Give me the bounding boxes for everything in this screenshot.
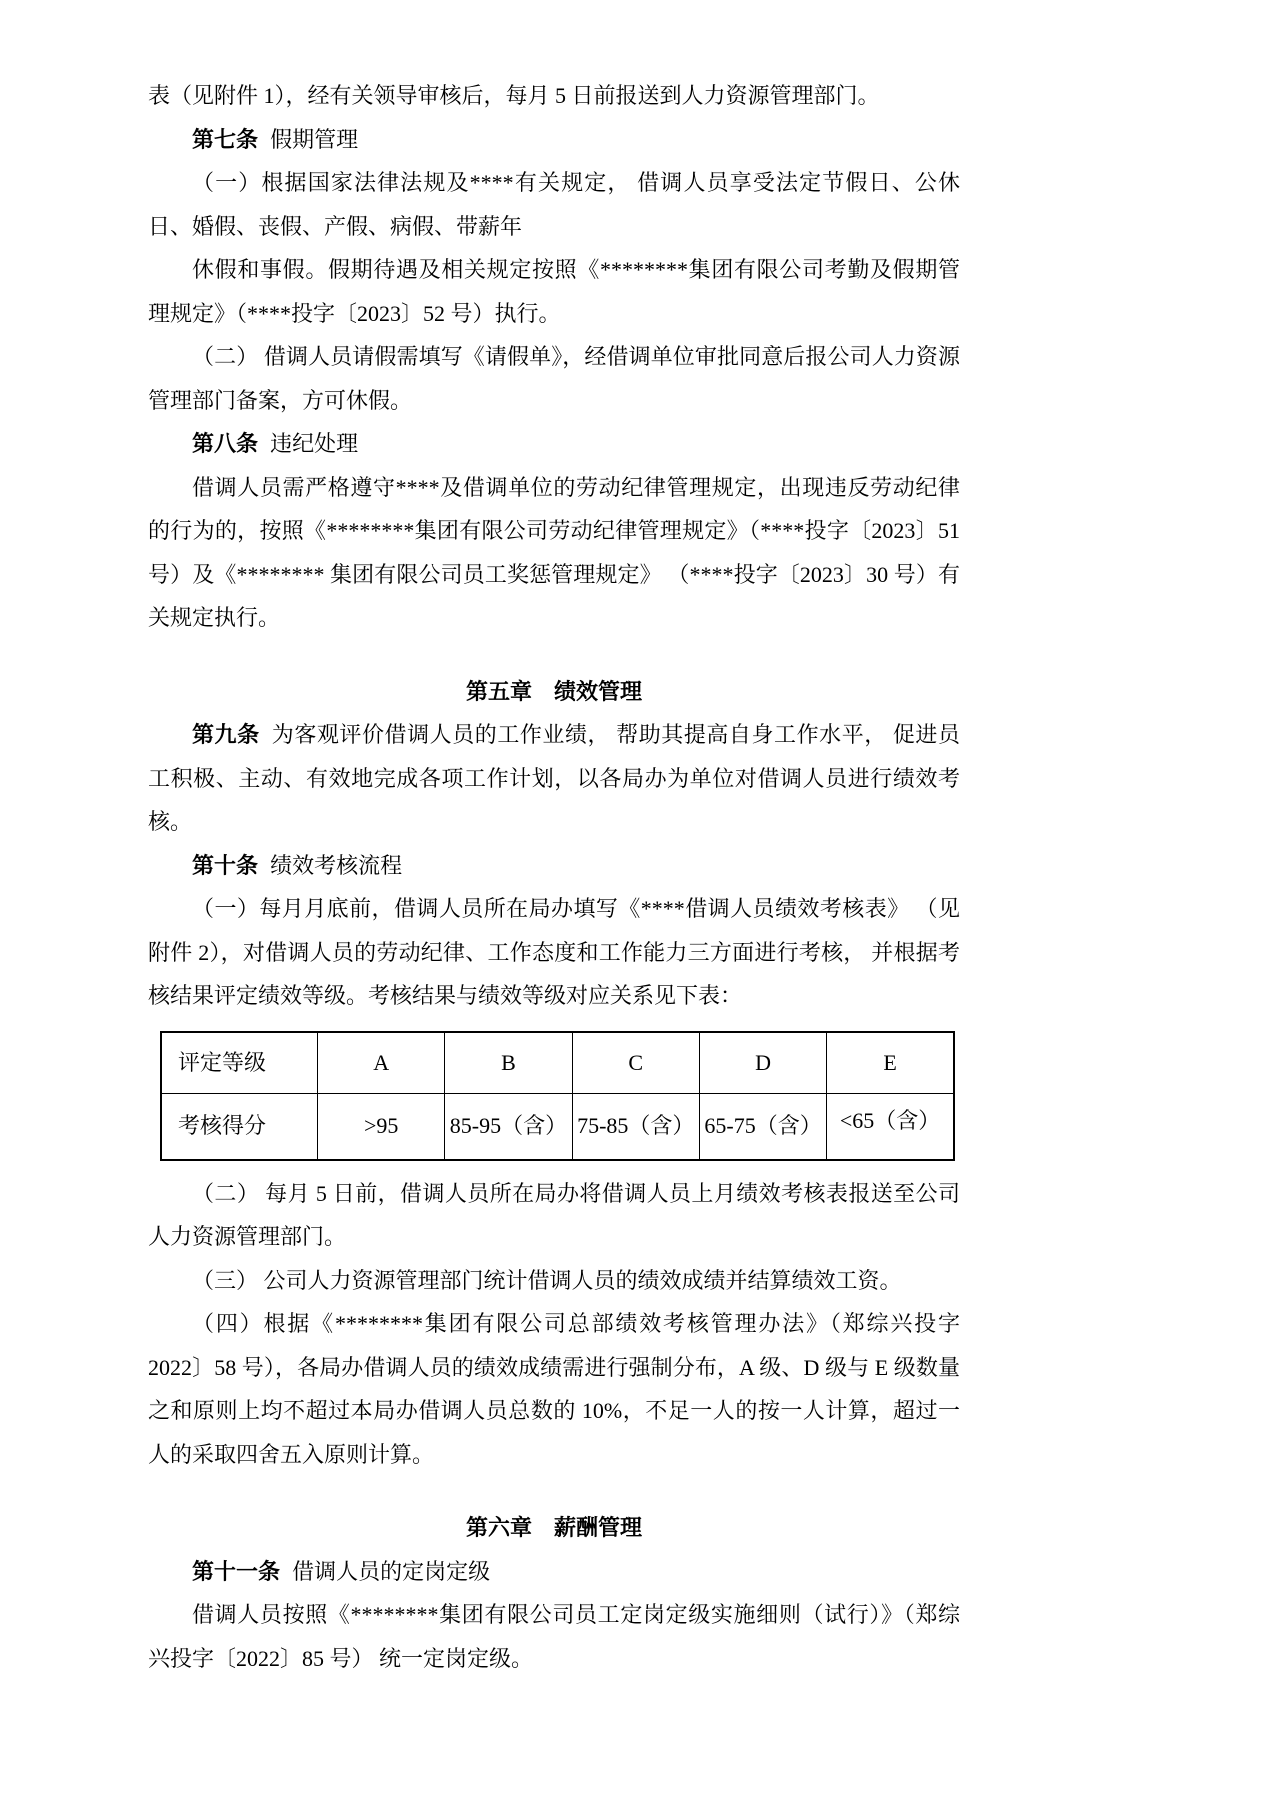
table-cell-grade-d: D — [699, 1032, 826, 1094]
article-8-heading — [148, 422, 960, 466]
article-10-label: 第十条 — [192, 852, 259, 878]
grade-table-row-levels — [161, 1032, 954, 1094]
table-cell-score-b: 85-95（含） — [445, 1093, 572, 1160]
chapter-6-heading: 第六章 薪酬管理 — [465, 1515, 642, 1540]
article-9-paragraph — [148, 713, 960, 844]
article-11-title: 借调人员的定岗定级 — [292, 1558, 491, 1584]
table-cell-score-a: >95 — [318, 1093, 445, 1160]
grade-table-row-scores — [161, 1093, 954, 1160]
article-10-paragraph-4: （四）根据《********集团有限公司总部绩效考核管理办法》（郑综兴投字 2022〕58 号），各局办借调人员的绩效成绩需进行强制分布，A 级、D 级与 E 级数量之和原则上均不超过本局办借调人员总数的 10%，不足一人的按一人计算，超过一人的采取四舍五入原则计算。 — [148, 1311, 960, 1467]
table-cell-grade-a: A — [318, 1032, 445, 1094]
article-7-paragraph-1: （一）根据国家法律法规及****有关规定， 借调人员享受法定节假日、公休日、婚假、丧假、产假、病假、带薪年 — [148, 170, 960, 239]
article-7-paragraph-3: （二） 借调人员请假需填写《请假单》，经借调单位审批同意后报公司人力资源管理部门备案，方可休假。 — [148, 344, 960, 413]
table-cell-score-c: 75-85（含） — [572, 1093, 699, 1160]
article-11-heading — [148, 1550, 960, 1594]
article-10-heading — [148, 844, 960, 888]
article-7-paragraph-2: 休假和事假。假期待遇及相关规定按照《********集团有限公司考勤及假期管理规定》（****投字〔2023〕52 号）执行。 — [148, 257, 960, 326]
table-cell-score-d: 65-75（含） — [699, 1093, 826, 1160]
table-cell-score-e: <65（含） — [827, 1093, 954, 1160]
grade-score-table — [160, 1031, 955, 1161]
table-cell-grade-c: C — [572, 1032, 699, 1094]
chapter-5-heading: 第五章 绩效管理 — [465, 678, 642, 704]
article-10-paragraph-1: （一）每月月底前，借调人员所在局办填写《****借调人员绩效考核表》 （见附件 2），对借调人员的劳动纪律、工作态度和工作能力三方面进行考核， 并根据考核结果评定绩效等级。考核结果与绩效等级对应关系见下表： — [148, 896, 960, 1008]
article-7-label: 第七条 — [192, 126, 259, 152]
table-cell-level-label: 评定等级 — [161, 1032, 318, 1094]
table-cell-grade-b: B — [445, 1032, 572, 1094]
table-cell-score-label: 考核得分 — [161, 1093, 318, 1160]
article-9-text: 为客观评价借调人员的工作业绩， 帮助其提高自身工作水平， 促进员工积极、主动、有效地完成各项工作计划，以各局办为单位对借调人员进行绩效考核。 — [148, 722, 960, 834]
article-9-label: 第九条 — [192, 722, 260, 747]
article-11-paragraph-1: 借调人员按照《********集团有限公司员工定岗定级实施细则（试行）》（郑综兴投字〔2022〕85 号） 统一定岗定级。 — [148, 1602, 960, 1671]
continuation-paragraph: 表（见附件 1），经有关领导审核后，每月 5 日前报送到人力资源管理部门。 — [148, 83, 880, 108]
article-11-label: 第十一条 — [192, 1558, 281, 1584]
article-8-paragraph-1: 借调人员需严格遵守****及借调单位的劳动纪律管理规定，出现违反劳动纪律的行为的，按照《********集团有限公司劳动纪律管理规定》（****投字〔2023〕51 号）及《******** 集团有限公司员工奖惩管理规定》 （****投字〔2023〕30 号）有关规定执行。 — [148, 474, 960, 630]
table-cell-grade-e: E — [827, 1032, 954, 1094]
article-10-title: 绩效考核流程 — [270, 852, 403, 878]
article-10-paragraph-3: （三） 公司人力资源管理部门统计借调人员的绩效成绩并结算绩效工资。 — [192, 1267, 902, 1293]
article-8-label: 第八条 — [192, 431, 259, 456]
article-8-title: 违纪处理 — [270, 431, 359, 456]
article-10-paragraph-2: （二） 每月 5 日前，借调人员所在局办将借调人员上月绩效考核表报送至公司人力资源管理部门。 — [148, 1180, 960, 1249]
article-7-heading — [148, 118, 960, 162]
article-7-title: 假期管理 — [270, 126, 359, 152]
